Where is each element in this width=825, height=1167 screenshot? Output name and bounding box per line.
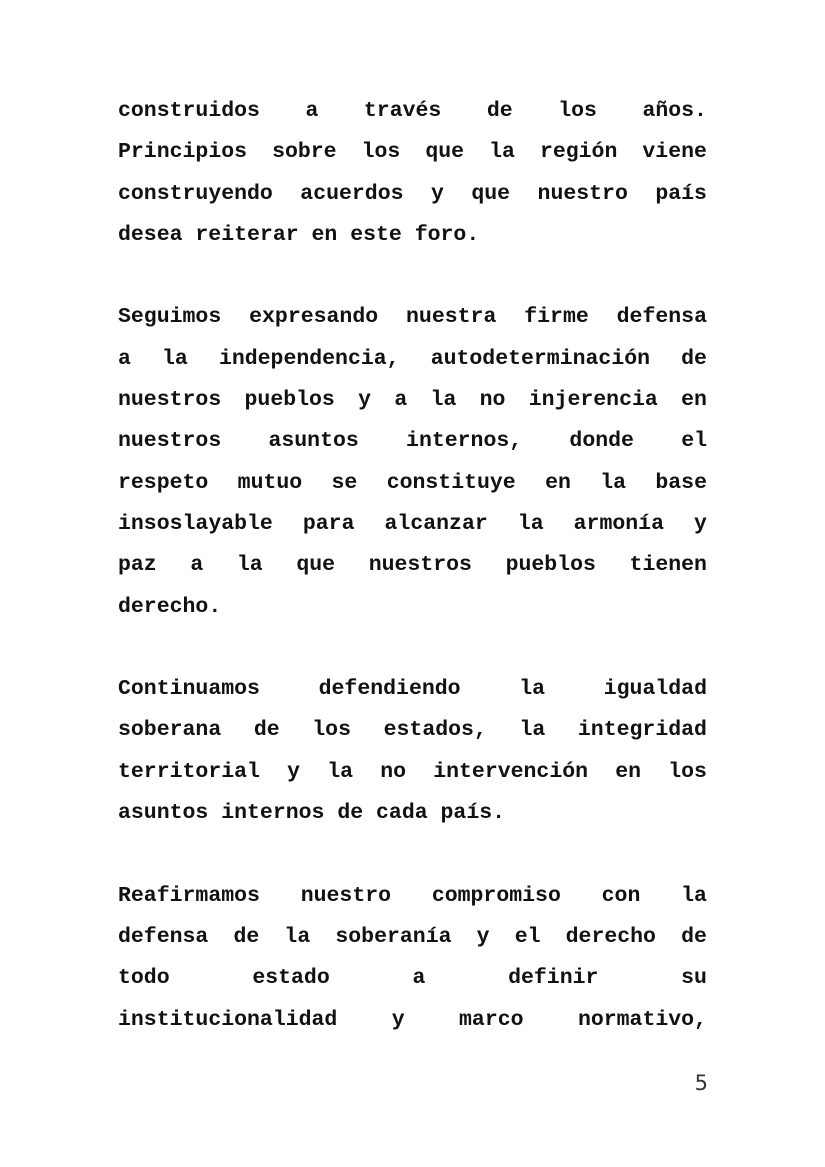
word: intervención (433, 759, 589, 784)
word: normativo, (577, 1007, 707, 1032)
paragraph (118, 91, 707, 256)
word: y (476, 924, 490, 949)
word: estado (252, 966, 330, 991)
word: para (302, 511, 355, 536)
word: la (600, 470, 627, 495)
word: con (601, 883, 641, 908)
word: en (615, 759, 642, 784)
word: desea (118, 222, 183, 247)
word: los (668, 759, 707, 784)
word: nuestros (118, 388, 222, 413)
word: construidos (118, 99, 260, 123)
word: territorial (118, 759, 260, 784)
word: compromiso (431, 883, 561, 908)
word: de (253, 718, 280, 743)
word: derecho. (118, 594, 222, 619)
word: expresando (249, 305, 379, 330)
word: y (694, 511, 707, 536)
text-line (118, 669, 707, 710)
text-line (118, 876, 707, 917)
text-line (118, 917, 707, 958)
word: nuestra (406, 305, 497, 330)
word: y (358, 388, 372, 413)
text-line (118, 339, 707, 380)
word: Continuamos (118, 677, 260, 702)
word: a (412, 966, 426, 991)
word: firme (524, 305, 589, 330)
word: foro. (414, 222, 480, 247)
word: pueblos (244, 388, 335, 413)
word: la (681, 883, 707, 908)
paragraph (118, 876, 707, 1041)
word: la (519, 718, 546, 743)
word: pueblos (505, 553, 596, 578)
word: institucionalidad (118, 1007, 338, 1032)
word: base (655, 470, 707, 495)
word: constituye (386, 470, 516, 495)
word: respeto (118, 470, 209, 495)
word: se (331, 470, 358, 495)
word: no (479, 388, 506, 413)
text-line (118, 421, 707, 462)
word: y (430, 181, 444, 206)
word: reiterar (195, 222, 299, 247)
page-number: 5 (694, 1071, 708, 1095)
word: asuntos (268, 429, 359, 454)
word: acuerdos (300, 181, 404, 206)
word: país. (440, 801, 506, 826)
word: autodeterminación (430, 346, 651, 371)
text-line (118, 1000, 707, 1041)
word: independencia, (218, 346, 400, 371)
text-line (118, 504, 707, 545)
text-line (118, 710, 707, 751)
word: la (162, 346, 188, 371)
text-line (118, 463, 707, 504)
word: nuestros (368, 553, 472, 578)
word: defensa (118, 924, 209, 949)
word: todo (118, 966, 170, 991)
word: internos, (406, 429, 523, 454)
word: definir (508, 966, 599, 991)
word: internos (221, 801, 325, 826)
word: nuestro (300, 883, 392, 908)
word: armonía (573, 511, 664, 536)
word: alcanzar (384, 511, 488, 536)
word: de (681, 924, 707, 949)
word: estados, (383, 718, 487, 743)
text-line (118, 793, 707, 834)
word: a (190, 553, 204, 578)
word: cada (376, 801, 428, 826)
word: nuestro (537, 181, 628, 206)
word: viene (642, 140, 707, 165)
word: Reafirmamos (118, 883, 260, 908)
word: través (363, 99, 442, 123)
word: los (361, 140, 401, 165)
text-line (118, 752, 707, 793)
word: la (284, 924, 311, 949)
text-line (118, 380, 707, 421)
word: la (430, 388, 457, 413)
word: a (305, 99, 319, 123)
word: región (539, 140, 618, 165)
text-line (118, 958, 707, 999)
body-text (118, 91, 707, 1082)
word: la (327, 759, 354, 784)
word: marco (459, 1007, 524, 1032)
text-line (118, 132, 707, 173)
word: paz (118, 553, 157, 578)
text-line (118, 174, 707, 215)
text-line (118, 545, 707, 586)
word: el (681, 429, 707, 454)
word: Seguimos (118, 305, 222, 330)
word: en (545, 470, 571, 495)
text-line (118, 297, 707, 338)
word: insoslayable (118, 511, 273, 536)
word: integridad (577, 718, 707, 743)
word: nuestros (118, 429, 222, 454)
word: no (380, 759, 407, 784)
text-line (118, 215, 707, 256)
text-line (118, 91, 707, 132)
word: Principios (118, 140, 248, 165)
word: mutuo (237, 470, 303, 495)
word: sobre (272, 140, 337, 165)
word: y (391, 1007, 405, 1032)
word: de (486, 99, 513, 123)
word: la (517, 511, 544, 536)
word: de (681, 346, 707, 371)
word: injerencia (528, 388, 658, 413)
word: la (519, 677, 546, 702)
word: donde (569, 429, 634, 454)
word: igualdad (603, 677, 707, 702)
word: de (233, 924, 260, 949)
paragraph (118, 669, 707, 834)
word: de (337, 801, 364, 826)
paragraph (118, 297, 707, 627)
word: en (681, 388, 707, 413)
word: tienen (629, 553, 707, 578)
word: los (312, 718, 351, 743)
word: país (655, 181, 707, 206)
word: soberanía (335, 924, 452, 949)
word: este (350, 222, 402, 247)
word: a (394, 388, 408, 413)
word: el (514, 924, 541, 949)
word: que (425, 140, 465, 165)
word: asuntos (118, 801, 209, 826)
word: y (287, 759, 301, 784)
word: que (296, 553, 336, 578)
word: años. (642, 99, 707, 123)
word: que (471, 181, 511, 206)
word: soberana (118, 718, 222, 743)
word: los (558, 99, 597, 123)
word: la (489, 140, 515, 165)
word: la (236, 553, 263, 578)
word: a (118, 346, 131, 371)
word: construyendo (118, 181, 273, 206)
word: en (311, 222, 338, 247)
word: derecho (565, 924, 656, 949)
word: su (681, 966, 707, 991)
word: defendiendo (318, 677, 461, 702)
word: defensa (616, 305, 707, 330)
text-line (118, 587, 707, 628)
